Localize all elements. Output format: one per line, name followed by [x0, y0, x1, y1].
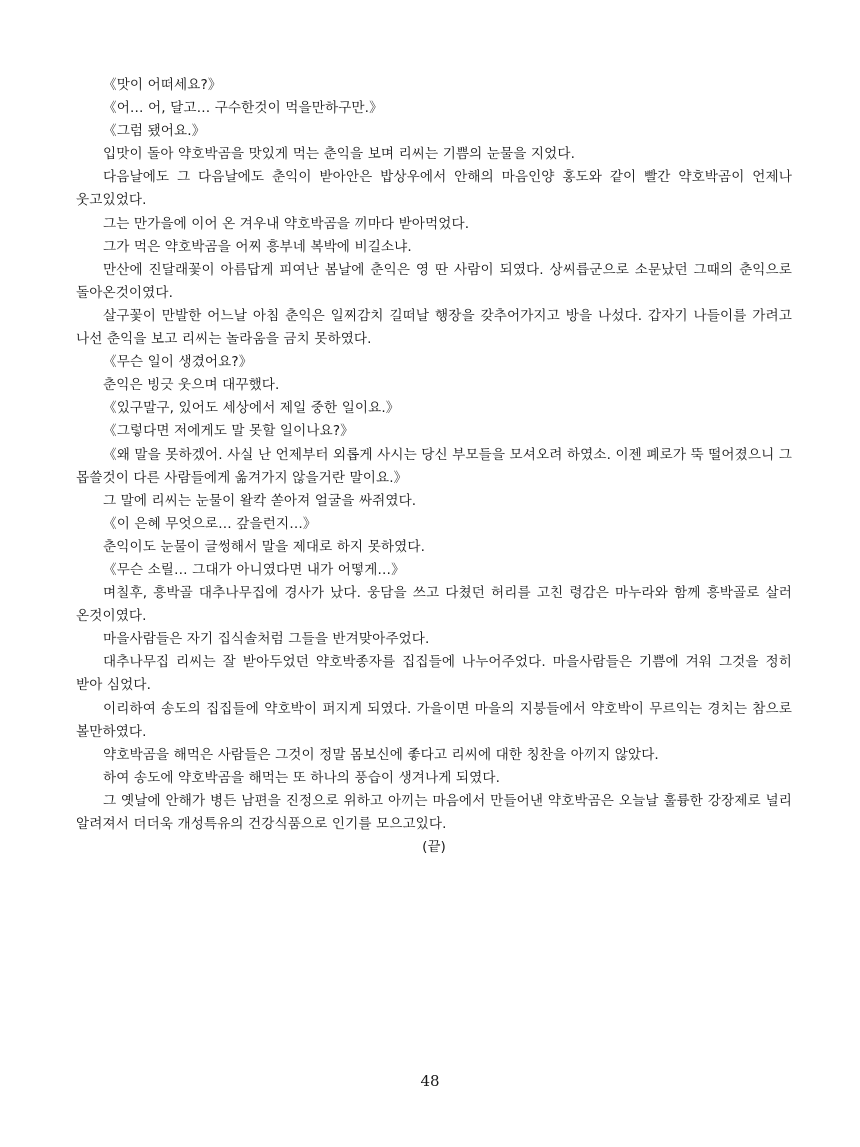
paragraph: 《이 은혜 무엇으로… 갚을런지…》: [103, 515, 317, 532]
paragraph: 《그럼 됐어요.》: [103, 123, 206, 140]
paragraph: 그 옛날에 안해가 병든 남편을 진정으로 위하고 아끼는 마음에서 만들어낸 약호박곰은 오늘날 훌륭한 강장제로 널리 알려져서 더더욱 개성특유의 건강식품으로 인기를 모으고있다.: [76, 792, 792, 832]
page-number: 48: [420, 1072, 440, 1090]
paragraph: 《왜 말을 못하겠어. 사실 난 언제부터 외롭게 사시는 당신 부모들을 모셔오려 하였소. 이젠 폐로가 뚝 떨어졌으니 그 몹쓸것이 다른 사람들에게 옮겨가지 않을거란 말이요.》: [76, 446, 792, 486]
paragraph: 입맛이 돌아 약호박곰을 맛있게 먹는 춘익을 보며 리씨는 기쁨의 눈물을 지었다.: [103, 146, 576, 163]
paragraph: 춘익은 빙긋 웃으며 대꾸했다.: [103, 377, 280, 394]
paragraph: 마을사람들은 자기 집식솔처럼 그들을 반겨맞아주었다.: [103, 631, 430, 648]
paragraph: 그가 먹은 약호박곰을 어찌 흥부네 복박에 비길소냐.: [103, 238, 412, 255]
paragraph: 《맛이 어떠세요?》: [103, 77, 222, 93]
paragraph: 《무슨 일이 생겼어요?》: [103, 354, 253, 371]
paragraph: 이리하여 송도의 집집들에 약호박이 퍼지게 되였다. 가을이면 마을의 지붕들에서 약호박이 무르익는 경치는 참으로 볼만하였다.: [76, 700, 792, 740]
paragraph: 《그렇다면 저에게도 말 못할 일이나요?》: [103, 423, 354, 440]
paragraph: 다음날에도 그 다음날에도 춘익이 받아안은 밥상우에서 안해의 마음인양 홍도와 같이 빨간 약호박곰이 언제나 웃고있었다.: [76, 169, 792, 209]
story-body: [76, 74, 792, 859]
paragraph: 며칠후, 흥박골 대추나무집에 경사가 났다. 웅담을 쓰고 다쳤던 허리를 고친 령감은 마누라와 함께 흥박골로 살러 온것이였다.: [76, 585, 792, 625]
paragraph: 《있구말구, 있어도 세상에서 제일 중한 일이요.》: [103, 400, 400, 417]
paragraph: 만산에 진달래꽃이 아름답게 피여난 봄날에 춘익은 영 딴 사람이 되였다. 상씨릅군으로 소문났던 그때의 춘익으로 돌아온것이였다.: [76, 261, 792, 301]
paragraph: 춘익이도 눈물이 글썽해서 말을 제대로 하지 못하였다.: [103, 538, 426, 555]
paragraph: 그 말에 리씨는 눈물이 왈칵 쏟아져 얼굴을 싸쥐였다.: [103, 492, 417, 509]
paragraph: 살구꽃이 만발한 어느날 아침 춘익은 일찌감치 길떠날 행장을 갖추어가지고 방을 나섰다. 갑자기 나들이를 가려고 나선 춘익을 보고 리씨는 놀라움을 금치 못하였다.: [76, 307, 792, 348]
paragraph: 《무슨 소릴… 그대가 아니였다면 내가 어떻게…》: [103, 561, 405, 578]
paragraph: 《어… 어, 달고… 구수한것이 먹을만하구만.》: [103, 100, 383, 117]
paragraph: 그는 만가을에 이어 온 겨우내 약호박곰을 끼마다 받아먹었다.: [103, 215, 470, 232]
paragraph: 하여 송도에 약호박곰을 해먹는 또 하나의 풍습이 생겨나게 되였다.: [103, 769, 501, 786]
paragraph: 약호박곰을 해먹은 사람들은 그것이 정말 몸보신에 좋다고 리씨에 대한 칭찬을 아끼지 않았다.: [103, 746, 659, 763]
paragraph: 대추나무집 리씨는 잘 받아두었던 약호박종자를 집집들에 나누어주었다. 마을사람들은 기쁨에 겨워 그것을 정히 받아 심었다.: [76, 654, 792, 694]
end-mark: (끝): [422, 839, 446, 856]
